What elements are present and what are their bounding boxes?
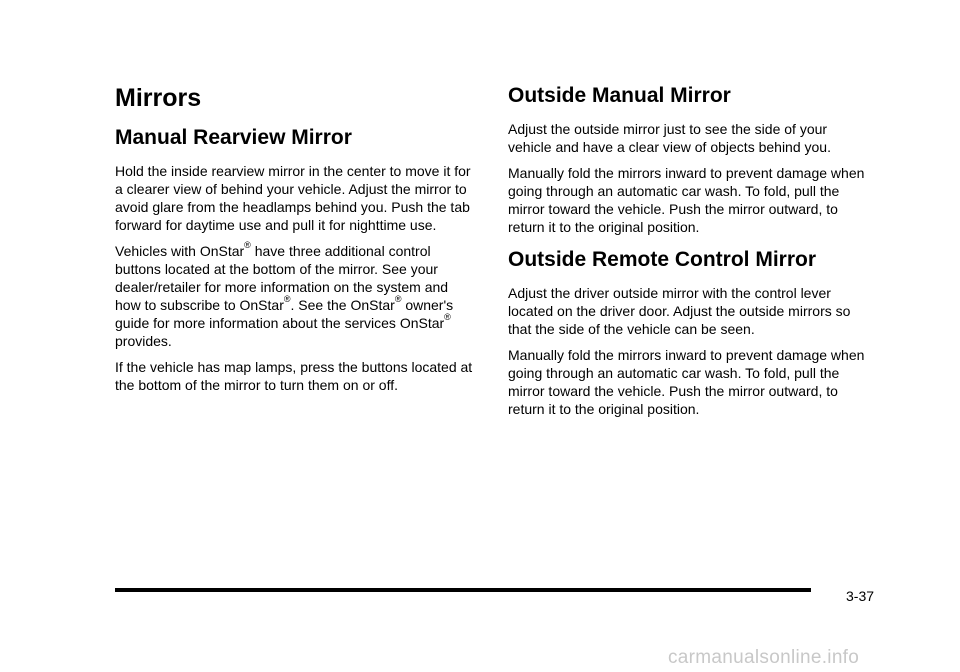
left-column	[115, 82, 475, 402]
section-heading-manual-rearview-mirror: Manual Rearview Mirror	[115, 126, 352, 149]
registered-mark: ®	[394, 294, 402, 305]
page-title: Mirrors	[115, 84, 202, 112]
text-segment: . See the OnStar	[290, 297, 395, 313]
text-segment: Vehicles with OnStar	[115, 243, 245, 259]
paragraph-outside-adjust: Adjust the outside mirror just to see the side of your vehicle and have a clear view of objects behind you.	[508, 121, 831, 155]
paragraph-outside-fold: Manually fold the mirrors inward to prevent damage when going through an automatic car wash. To fold, pull the mirror toward the vehicle. Push the mirror outward, to return it to the original position.	[508, 165, 865, 235]
text-segment: provides.	[115, 333, 172, 349]
section-heading-outside-manual-mirror: Outside Manual Mirror	[508, 84, 731, 107]
text-segment: have three additional control buttons located at the bottom of the mirror. See your dealer/retailer for more information on the system and how to subscribe to OnStar	[115, 243, 449, 313]
registered-mark: ®	[444, 312, 451, 323]
watermark: carmanualsonline.info	[668, 647, 860, 668]
registered-mark: ®	[283, 294, 291, 305]
paragraph-onstar-buttons	[115, 242, 475, 350]
text-segment: owner's guide for more information about the services OnStar	[115, 297, 454, 331]
paragraph-rearview-adjust: Hold the inside rearview mirror in the center to move it for a clearer view of behind your vehicle. Adjust the mirror to avoid glare from the headlamps behind you. Push the tab forward for daytime use and pull it for nighttime use.	[115, 163, 471, 233]
footer-rule	[115, 588, 811, 592]
paragraph-remote-adjust: Adjust the driver outside mirror with the control lever located on the driver door. Adjust the outside mirrors so that the side of the vehicle can be seen.	[508, 285, 851, 337]
paragraph-map-lamps: If the vehicle has map lamps, press the buttons located at the bottom of the mirror to turn them on or off.	[115, 359, 473, 393]
right-column	[508, 82, 868, 426]
paragraph-remote-fold: Manually fold the mirrors inward to prevent damage when going through an automatic car wash. To fold, pull the mirror toward the vehicle. Push the mirror outward, to return it to the original position.	[508, 347, 865, 417]
section-heading-outside-remote-control-mirror: Outside Remote Control Mirror	[508, 248, 817, 271]
page-number: 3-37	[846, 588, 875, 604]
registered-mark: ®	[244, 240, 251, 251]
